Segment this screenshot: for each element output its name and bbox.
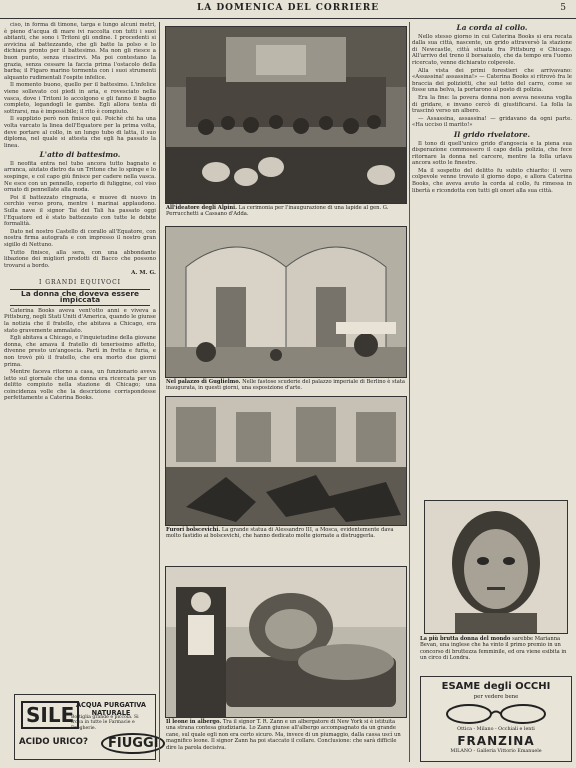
ugliest-woman-portrait [424,500,568,634]
intro-paragraph: Il supplizio però non finisce qui. Poichè chi ha una volta varcato la linea dell'Equatore per la prima volta, deve portare al collo, in un lungo tubo di latta, il suo diploma, nel quale si attesta che egli ha passato la linea. [4,116,156,149]
guglielmo-palace-photo [165,226,407,378]
bolshevik-caption-title: Furori bolscevichi. [166,527,221,533]
article-paragraph: Nello stesso giorno in cui Caterina Books si era recata dalla sua città, nascente, un grido attraversò la stazione di Newcastle, città situata fra Pittsburg e Chicago. All'arrivo del treno il borsaiuolo, che da tempo era l'uomo ricercato, venne dichiarato colpevole. [412,33,572,66]
palace-stables-illustration [166,227,406,377]
lion-caption-text: Tra il signor T. R. Zann e un albergatore di New York si è istituita una strana contesa giudiziaria. Lo Zann giunse all'albergo accompagnato da un grande cane, sul quale egli non era certo sicuro. Ma, invece di un piumaggio, dalla cassa uscì un magnifico leone. Il signor Zann ha poi staccato il collare. Conclusione: che sarà difficile dire la parola decisiva. [166,719,401,751]
intro-paragraph: ciso, in forma di timone, targa e lungo alcuni metri, è pieno d'acqua di mare ivi raccolta con tutti i suoi abitanti, che sono i Tritoni gli ondine. I procedenti si avvicina al battezzando, che gli batte la polso e lo dichiara pronto per il battesimo. Ma non gli riesce a buon punto, senza riuscirvi. Ma poi contestano la grazia, senza cessare la faccia prima l'ostacolo della barba; il Figaro marino tormenta con i suoi strumenti alquanto rudimentali l'ospite infelice. [4,22,156,81]
article-paragraph: Tutto finisce, alla sera, con una abbondante libazione dei migliori prodotti di Bacco che possono trovarsi a bordo. [4,249,156,269]
lion-caption [166,719,406,751]
lion-on-sofa-illustration [166,567,406,717]
alpini-ceremony-illustration [166,27,406,203]
acido-urico-question: ACIDO URICO? [19,737,88,747]
section-kicker: I GRANDI EQUIVOCI [38,278,122,286]
column-rule [159,22,160,762]
alpini-caption [166,205,406,218]
lion-hotel-photo [165,566,407,718]
column-rule [409,22,410,762]
article-paragraph: Alla vista dei primi forestieri che arrivavano: «Assassina! assassina!» — Caterina Books si ritrovò fra le braccia dei poliziotti, che sul tetto del carro, come se fosse una belva, la portarono al posto di polizia. [412,67,572,94]
eye-ad-address: MILANO - Galleria Vittorio Emanuele [450,749,542,754]
alpini-ceremony-photo [165,26,407,204]
portrait-caption-title: La più brutta donna del mondo [420,636,511,642]
newspaper-title: LA DOMENICA DEL CORRIERE [196,3,380,13]
water-ad-headline: ACQUA PURGATIVA NATURALE [75,701,147,717]
intro-paragraph: Il momento buono, quello per il battesimo. L'infelice viene sollevato coi piedi in aria, e rovesciato nella vasca, dove i Tritoni lo accolgono e gli fanno il bagno completo, legandogli le gambe. Egli allora tenta di sottrarsi, ma è impossibile; il rito è compiuto. [4,82,156,115]
eyeglasses-icon [441,703,551,725]
portrait-caption [420,636,570,662]
alpini-caption-text: La cerimonia per l'inaugurazione di una lapide al gen. G. Perrucchetti a Cassano d'Adda. [166,205,389,218]
right-column [412,22,572,492]
water-advertisement [14,694,159,760]
portrait-caption-text: sarebbe Marianna Bevan, una inglese che ha vinto il primo premio in un concorso di bruttezza femminile, ed ora viene esibita in un circo di Londra. [420,636,567,662]
lion-caption-title: Il leone in albergo. [166,719,222,725]
guglielmo-caption-text: Nelle fastose scuderie del palazzo imperiale di Berlino è stata inaugurata, in questi giorni, una esposizione d'arte. [166,379,405,392]
alpini-caption-title: All'ideatore degli Alpini. [166,205,237,211]
bolshevik-statue-photo [165,396,407,526]
eye-ad-subhead: per vedere bene [473,694,519,700]
article-headline: La donna che doveva essere impiccata [10,289,150,306]
section-heading: Il grido rivelatore. [453,129,531,139]
eye-exam-advertisement [420,676,572,762]
left-column [4,22,156,764]
article-paragraph: Caterina Books aveva vent'otto anni e viveva a Pittsburg, negli Stati Uniti d'America, quando le giunse la notizia che il fratello, che abitava a Chicago, era stato gravemente ammalato. [4,307,156,334]
article-paragraph: — Assassina, assassina! — gridavano da ogni parte. «Ha ucciso il marito!» [412,115,572,129]
fiuggi-logo: FIUGGI [101,733,165,754]
guglielmo-caption-title: Nel palazzo di Guglielmo. [166,379,241,385]
bolshevik-caption [166,527,406,540]
destroyed-statue-illustration [166,397,406,525]
bolshevik-caption-text: La grande statua di Alessandro III, a Mosca, evidentemente dava molto fastidio ai bolscevichi, che hanno dedicato molte giornate a distruggerla. [166,527,394,540]
article-paragraph: Poi il battezzato ringrazia, e muove di nuovo in cerchio verso prora, mentre i marinai applaudono. Sulla nave il signor Tai dei Tali ha passato oggi l'Equatore ed è stato battezzato con tutte le debite formalità. [4,194,156,228]
eye-ad-headline: ESAME degli OCCHI [441,681,551,692]
sile-logo: SILE [21,701,79,729]
article-paragraph: Il tono di quell'unico grido d'angoscia e la piena sua disperazione commossero il capo della polizia, che fece ritornare la donna nel carcere, mentre la folla urlava ancora sotto le finestre. [412,140,572,167]
franzina-logo: FRANZINA [457,734,535,748]
guglielmo-caption [166,379,406,392]
article-paragraph: Egli abitava a Chicago, e l'inquietudine della giovane donna, che amava il fratello di tenerissimo affetto, divenne presto un'angoscia. Partì in fretta e furia, e non trovò più il fratello, che era morto due giorni prima. [4,335,156,368]
article-paragraph: Il neofita entra nel tubo ancora tutto bagnato e arranca, aiutato dietro da un Tritone che lo spinge e lo sospinge, e col capo giù finisce per cadere nella vasca. Ne esce con un pennello, coperto di fuliggine, col viso ornato di pennellate alla moda. [4,160,156,194]
page-number: 5 [560,3,566,13]
article-paragraph: Dato nel nostro Castello di corallo all'Equatore, con nostra firma autografa e con impresso il nostro gran sigillo di Nettuno. [4,228,156,248]
section-heading: L'atto di battesimo. [39,150,121,160]
eye-ad-details: Ottica - Milano - Occhiali e lenti [457,727,535,732]
article-signature: A. M. G. [131,270,156,277]
section-heading: La corda al collo. [456,23,528,32]
article-paragraph: Ma il sospetto del delitto fu subito chiarito: il vero colpevole venne trovato il giorno dopo, e allora Caterina Books, che aveva avuto la corda al collo, fu rimessa in libertà e ricondotta con tutti gli onori alla sua città. [412,167,572,194]
page-header [0,0,576,19]
portrait-illustration [425,501,567,633]
water-ad-details: Bottiglia grande e piccola. Si trova in tutte le Farmacie e Drogherie. [71,715,139,731]
article-paragraph: Mentre faceva ritorno a casa, un funzionario aveva letto sul giornale che una donna era ricercata per un delitto compiuto nella stazione di Chicago; una coincidenza volle che la descrizione corrispondesse perfettamente a Caterina Books. [4,369,156,402]
article-paragraph: Era la fine: la povera donna non aveva nessuna voglia di gridare, e invano cercò di giustificarsi. La folla la trascinò verso un albero. [412,94,572,115]
